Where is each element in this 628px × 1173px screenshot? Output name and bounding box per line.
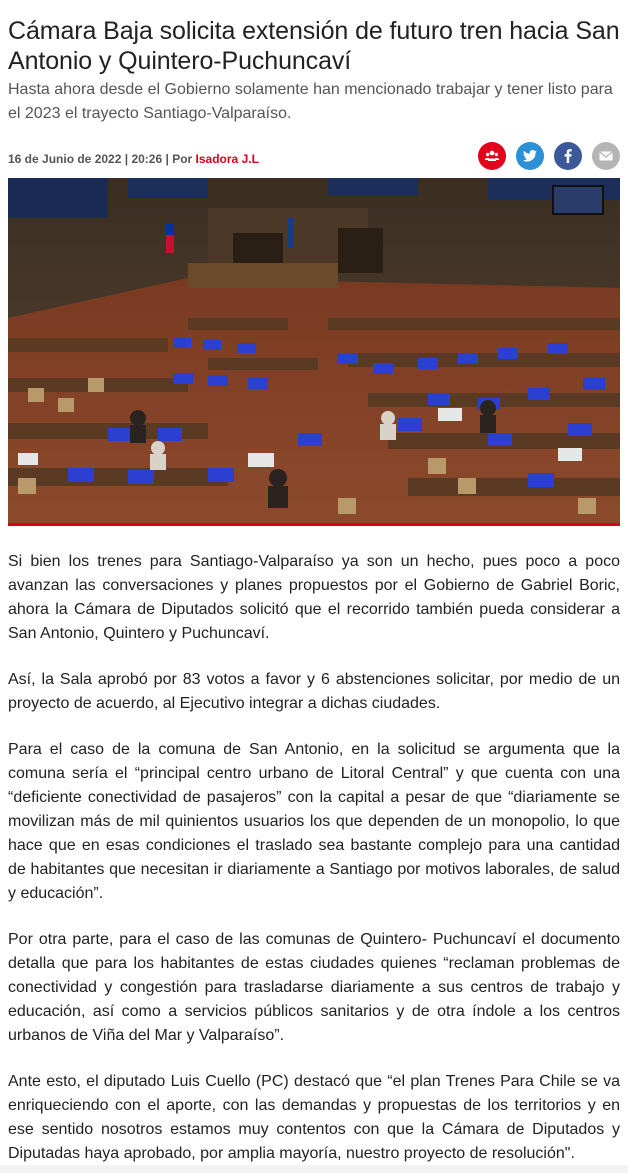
separator: | <box>124 152 132 166</box>
separator: | <box>165 152 173 166</box>
author-link[interactable]: Isadora J.L <box>195 152 259 166</box>
article-paragraph: Ante esto, el diputado Luis Cuello (PC) destacó que “el plan Trenes Para Chile se va enriqueciendo con el aporte, con las demandas y propuestas de los territorios y en ese sentido nosotros estamos muy contentos con que la Cámara de Diputados y Diputadas haya aprobado, por amplia mayoría, nuestro proyecto de resolución". <box>8 1073 620 1162</box>
email-icon <box>598 148 614 164</box>
article-meta <box>8 142 620 178</box>
share-email-button[interactable] <box>592 142 620 170</box>
twitter-icon <box>522 148 538 164</box>
share-group-button[interactable] <box>478 142 506 170</box>
article-paragraph: Si bien los trenes para Santiago-Valparaíso ya son un hecho, pues poco a poco avanzan las conversaciones y planes propuestos por el Gobierno de Gabriel Boric, ahora la Cámara de Diputados solicitó que el recorrido también pueda considerar a San Antonio, Quintero y Puchuncaví. <box>8 553 620 642</box>
publish-date: 16 de Junio de 2022 <box>8 152 122 166</box>
parliament-chamber-photo <box>8 178 620 523</box>
share-twitter-button[interactable] <box>516 142 544 170</box>
footer-band <box>0 1165 628 1173</box>
facebook-icon <box>560 148 576 164</box>
article-paragraph: Para el caso de la comuna de San Antonio, en la solicitud se argumenta que la comuna sería el “principal centro urbano de Litoral Central” y que cuenta con una “deficiente conectividad de pasajeros” con la capital a pesar de que “diariamente se movilizan más de mil quinientos usuarios los que dependen de un monopolio, lo que hace que en esas condiciones el traslado sea bastante complejo para una cantidad de habitantes que necesitan ir diariamente a Santiago por motivos laborales, de salud y educación”. <box>8 741 620 902</box>
share-facebook-button[interactable] <box>554 142 582 170</box>
by-label: Por <box>172 152 193 166</box>
article-body <box>8 550 620 1166</box>
share-bar <box>478 142 620 170</box>
article-photo <box>8 178 620 526</box>
byline <box>8 152 259 166</box>
publish-time: 20:26 <box>131 152 163 166</box>
article-subtitle: Hasta ahora desde el Gobierno solamente han mencionado trabajar y tener listo para el 2023 el trayecto Santiago-Valparaíso. <box>8 81 613 122</box>
article-paragraph: Por otra parte, para el caso de las comunas de Quintero- Puchuncaví el documento detalla que para los habitantes de estas ciudades quienes “reclaman problemas de conectividad y congestión para trasladarse diariamente a sus centros de trabajo y educación, así como a servicios públicos sanitarios y de otra índole a los centros urbanos de Viña del Mar y Valparaíso”. <box>8 931 620 1044</box>
group-icon <box>484 148 500 164</box>
article-title: Cámara Baja solicita extensión de futuro tren hacia San Antonio y Quintero-Puchuncaví <box>8 17 620 75</box>
article-paragraph: Así, la Sala aprobó por 83 votos a favor y 6 abstenciones solicitar, por medio de un proyecto de acuerdo, al Ejecutivo integrar a dichas ciudades. <box>8 671 620 712</box>
